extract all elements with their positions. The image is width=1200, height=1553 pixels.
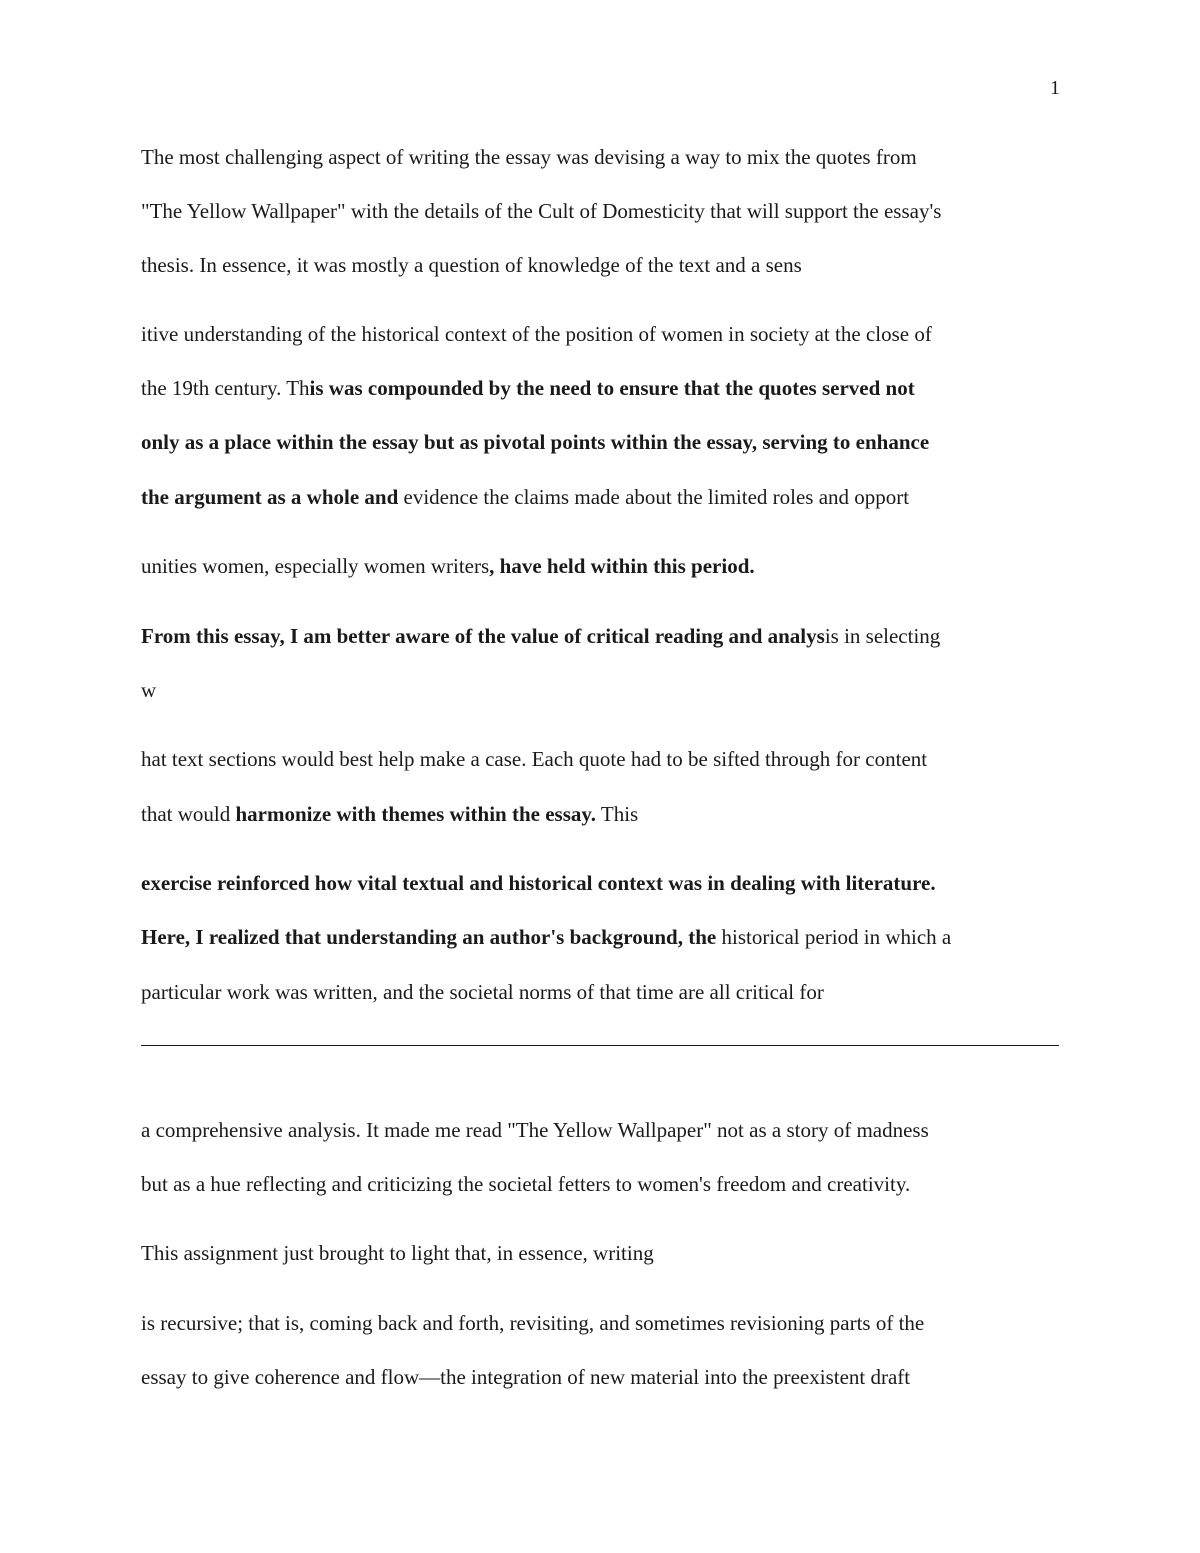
text-line-1 (141, 144, 1081, 170)
text-line-12 (141, 801, 1081, 827)
text-line-13 (141, 870, 1081, 896)
text-run: itive understanding of the historical context of the position of women in society at the close of (141, 322, 932, 346)
text-run: thesis. In essence, it was mostly a question of knowledge of the text and a sens (141, 253, 802, 277)
page-number: 1 (1050, 77, 1060, 99)
text-line-14 (141, 924, 1081, 950)
text-line-3 (141, 252, 1081, 278)
text-run: "The Yellow Wallpaper" with the details of the Cult of Domesticity that will support the essay's (141, 199, 942, 223)
bold-text-run: From this essay, I am better aware of the value of critical reading and analys (141, 624, 825, 648)
text-run: essay to give coherence and flow—the integration of new material into the preexistent draft (141, 1365, 911, 1389)
bold-text-run: is was compounded by the need to ensure that the quotes served not (309, 376, 915, 400)
text-run: w (141, 678, 157, 702)
text-line-17 (141, 1171, 1081, 1197)
bold-text-run: only as a place within the essay but as pivotal points within the essay, serving to enhance (141, 430, 930, 454)
text-line-16 (141, 1117, 1081, 1143)
text-line-10 (141, 677, 1081, 703)
text-run: unities women, especially women writers (141, 554, 490, 578)
text-run: historical period in which a (716, 925, 952, 949)
text-run: that would (141, 802, 236, 826)
text-line-4 (141, 321, 1081, 347)
text-line-9 (141, 623, 1081, 649)
bold-text-run: Here, I realized that understanding an author's background, the (141, 925, 717, 949)
text-line-20 (141, 1364, 1081, 1390)
text-run: This (596, 802, 639, 826)
text-line-8 (141, 553, 1081, 579)
text-line-18 (141, 1240, 1081, 1266)
text-run: evidence the claims made about the limited roles and opport (398, 485, 910, 509)
bold-text-run: harmonize with themes within the essay. (235, 802, 596, 826)
text-line-5 (141, 375, 1081, 401)
text-line-2 (141, 198, 1081, 224)
text-run: is in selecting (824, 624, 941, 648)
text-run: hat text sections would best help make a case. Each quote had to be sifted through for content (141, 747, 928, 771)
text-line-19 (141, 1310, 1081, 1336)
text-run: a comprehensive analysis. It made me read "The Yellow Wallpaper" not as a story of madness (141, 1118, 929, 1142)
text-run: is recursive; that is, coming back and forth, revisiting, and sometimes revisioning parts of the (141, 1311, 925, 1335)
text-run: This assignment just brought to light that, in essence, writing (141, 1241, 654, 1265)
text-run: The most challenging aspect of writing the essay was devising a way to mix the quotes from (141, 145, 917, 169)
text-run: but as a hue reflecting and criticizing the societal fetters to women's freedom and creativity. (141, 1172, 911, 1196)
bold-text-run: the argument as a whole and (141, 485, 399, 509)
text-run: the 19th century. Th (141, 376, 310, 400)
text-line-15 (141, 979, 1081, 1005)
text-line-6 (141, 429, 1081, 455)
text-run: particular work was written, and the societal norms of that time are all critical for (141, 980, 824, 1004)
text-line-11 (141, 746, 1081, 772)
text-line-7 (141, 484, 1081, 510)
bold-text-run: exercise reinforced how vital textual and historical context was in dealing with literature. (141, 871, 936, 895)
footnote-divider (141, 1045, 1059, 1046)
bold-text-run: , have held within this period. (489, 554, 755, 578)
